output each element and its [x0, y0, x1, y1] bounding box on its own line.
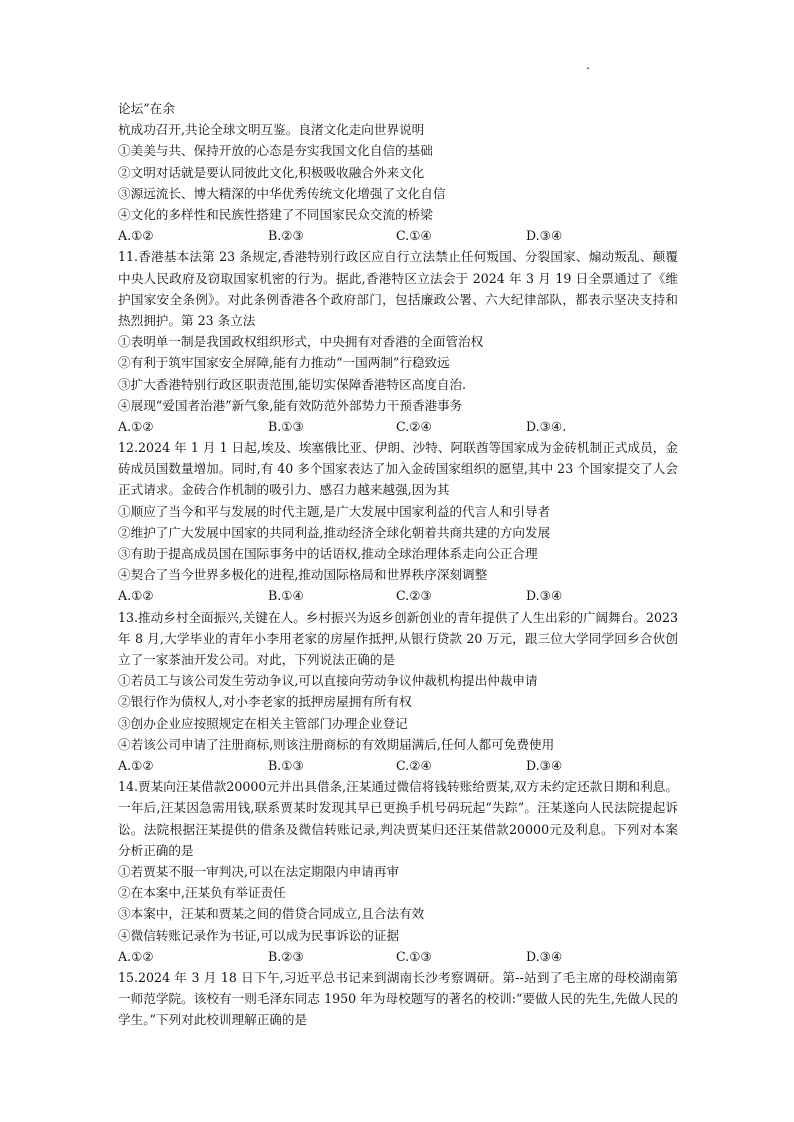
intro-line-1: 论坛”在余: [118, 101, 175, 116]
question-15: [118, 967, 678, 1031]
option-1: ①表明单一制是我国政权组织形式，中央拥有对香港的全面管治权: [118, 334, 484, 350]
option-1: ①若贾某不服一审判决,可以在法定期限内申请再审: [118, 863, 400, 879]
answer-choices: [118, 946, 678, 967]
option-3: ③扩大香港特别行政区职责范围,能切实保障香港特区高度自治.: [118, 376, 467, 392]
option-2: ②银行作为债权人,对小李老家的抵押房屋拥有所有权: [118, 694, 412, 710]
option-2: ②有利于筑牢国家安全屏障,能有力推动“一国两制”行稳致远: [118, 355, 450, 371]
choice-b: B.②③: [268, 228, 304, 244]
choice-d: D.③④: [526, 228, 563, 244]
choice-d: D.③④: [526, 948, 563, 964]
answer-choices: [118, 755, 678, 776]
option-1: ①顺应了当今和平与发展的时代主题,是广大发展中国家利益的代言人和引导者: [118, 503, 551, 519]
option-3: ③本案中，汪某和贾某之间的借贷合同成立,且合法有效: [118, 906, 425, 922]
option-4: ④微信转账记录作为书证,可以成为民事诉讼的证据: [118, 927, 400, 943]
choice-c: C.①③: [396, 948, 432, 964]
question-stem: 15.2024 年 3 月 18 日下午,习近平总书记来到湖南长沙考察调研。第--站到了毛主席的母校湖南第一师范学院。该校有一则毛泽东同志 1950 年为母校题写的著名的校训:“要做人民的先生,先做人民的学生。”下列对此校训理解正确的是: [118, 969, 678, 1028]
choice-c: C.②④: [396, 757, 432, 773]
choice-a: A.①②: [118, 948, 154, 964]
question-10-continuation: [118, 98, 678, 246]
answer-choices: [118, 585, 678, 606]
question-stem: 11.香港基本法第 23 条规定,香港特别行政区应自行立法禁止任何叛国、分裂国家、煽动叛乱、颠覆中央人民政府及窃取国家机密的行为。据此,香港特区立法会于 2024 年 3 月 19 日全票通过了《维护国家安全条例》。对此条例香港各个政府部门，包括廉政公署、六大纪律部队，都表示坚决支持和热烈拥护。第 23 条立法: [118, 249, 678, 328]
option-3: ③源远流长、博大精深的中华优秀传统文化增强了文化自信: [118, 185, 446, 201]
question-13: [118, 607, 678, 777]
choice-b: B.①③: [268, 757, 304, 773]
answer-choices: [118, 416, 678, 437]
option-1: ①美美与共、保持开放的心态是夯实我国文化自信的基础: [118, 143, 433, 159]
choice-c: C.②④: [396, 418, 432, 434]
option-2: ②维护了广大发展中国家的共同利益,推动经济全球化朝着共商共建的方向发展: [118, 524, 551, 540]
option-3: ③创办企业应按照规定在相关主管部门办理企业登记: [118, 715, 408, 731]
question-14: [118, 776, 678, 967]
question-stem: 13.推动乡村全面振兴,关键在人。乡村振兴为返乡创新创业的青年提供了人生出彩的广阔舞台。2023 年 8 月,大学毕业的青年小李用老家的房屋作抵押,从银行贷款 20 万元，跟三位大学同学回乡合伙创立了一家茶油开发公司。对此，下列说法正确的是: [118, 609, 678, 668]
option-1: ①若员工与该公司发生劳动争议,可以直接向劳动争议仲裁机构提出仲裁申请: [118, 673, 538, 689]
option-4: ④契合了当今世界多极化的进程,推动国际格局和世界秩序深刻调整: [118, 567, 488, 583]
option-4: ④若该公司申请了注册商标,则该注册商标的有效期届满后,任何人都可免费使用: [118, 736, 555, 752]
option-4: ④展现“爱国者治港”新气象,能有效防范外部势力干预香港事务: [118, 397, 463, 413]
choice-b: B.①④: [268, 588, 304, 604]
choice-b: B.②③: [268, 948, 304, 964]
option-3: ③有助于提高成员国在国际事务中的话语权,推动全球治理体系走向公正合理: [118, 546, 538, 562]
choice-a: A.①②: [118, 228, 154, 244]
question-content: [118, 98, 678, 1031]
choice-a: A.①②: [118, 757, 154, 773]
answer-choices: [118, 225, 678, 246]
choice-d: D.③④: [526, 757, 563, 773]
intro-line-2: 杭成功召开,共论全球文明互鉴。良渚文化走向世界说明: [118, 122, 425, 138]
question-11: [118, 246, 678, 437]
question-stem: 14.贾某向汪某借款20000元并出具借条,汪某通过微信将钱转账给贾某,双方未约定还款日期和利息。一年后,汪某因急需用钱,联系贾某时发现其早已更换手机号码玩起“失踪”。汪某遂向人民法院提起诉讼。法院根据汪某提供的借条及微信转账记录,判决贾某归还汪某借款20000元及利息。下列对本案分析正确的是: [118, 779, 678, 858]
option-2: ②在本案中,汪某负有举证责任: [118, 885, 286, 901]
header-mark: .: [586, 58, 590, 72]
choice-d: D.③④.: [526, 418, 567, 434]
option-2: ②文明对话就是要认同彼此文化,积极吸收融合外来文化: [118, 164, 425, 180]
question-stem: 12.2024 年 1 月 1 日起,埃及、埃塞俄比亚、伊朗、沙特、阿联酋等国家成为金砖机制正式成员，金砖成员国数量增加。同时,有 40 多个国家表达了加入金砖国家组织的愿望,其中 23 个国家提交了人会正式请求。金砖合作机制的吸引力、感召力越来越强,因为其: [118, 440, 678, 498]
choice-a: A.①②: [118, 588, 154, 604]
choice-b: B.①③: [268, 418, 304, 434]
question-12: [118, 437, 678, 607]
option-4: ④文化的多样性和民族性搭建了不同国家民众交流的桥梁: [118, 206, 433, 222]
choice-d: D.③④: [526, 588, 563, 604]
choice-a: A.①②: [118, 418, 154, 434]
choice-c: C.①④: [396, 228, 432, 244]
choice-c: C.②③: [396, 588, 432, 604]
